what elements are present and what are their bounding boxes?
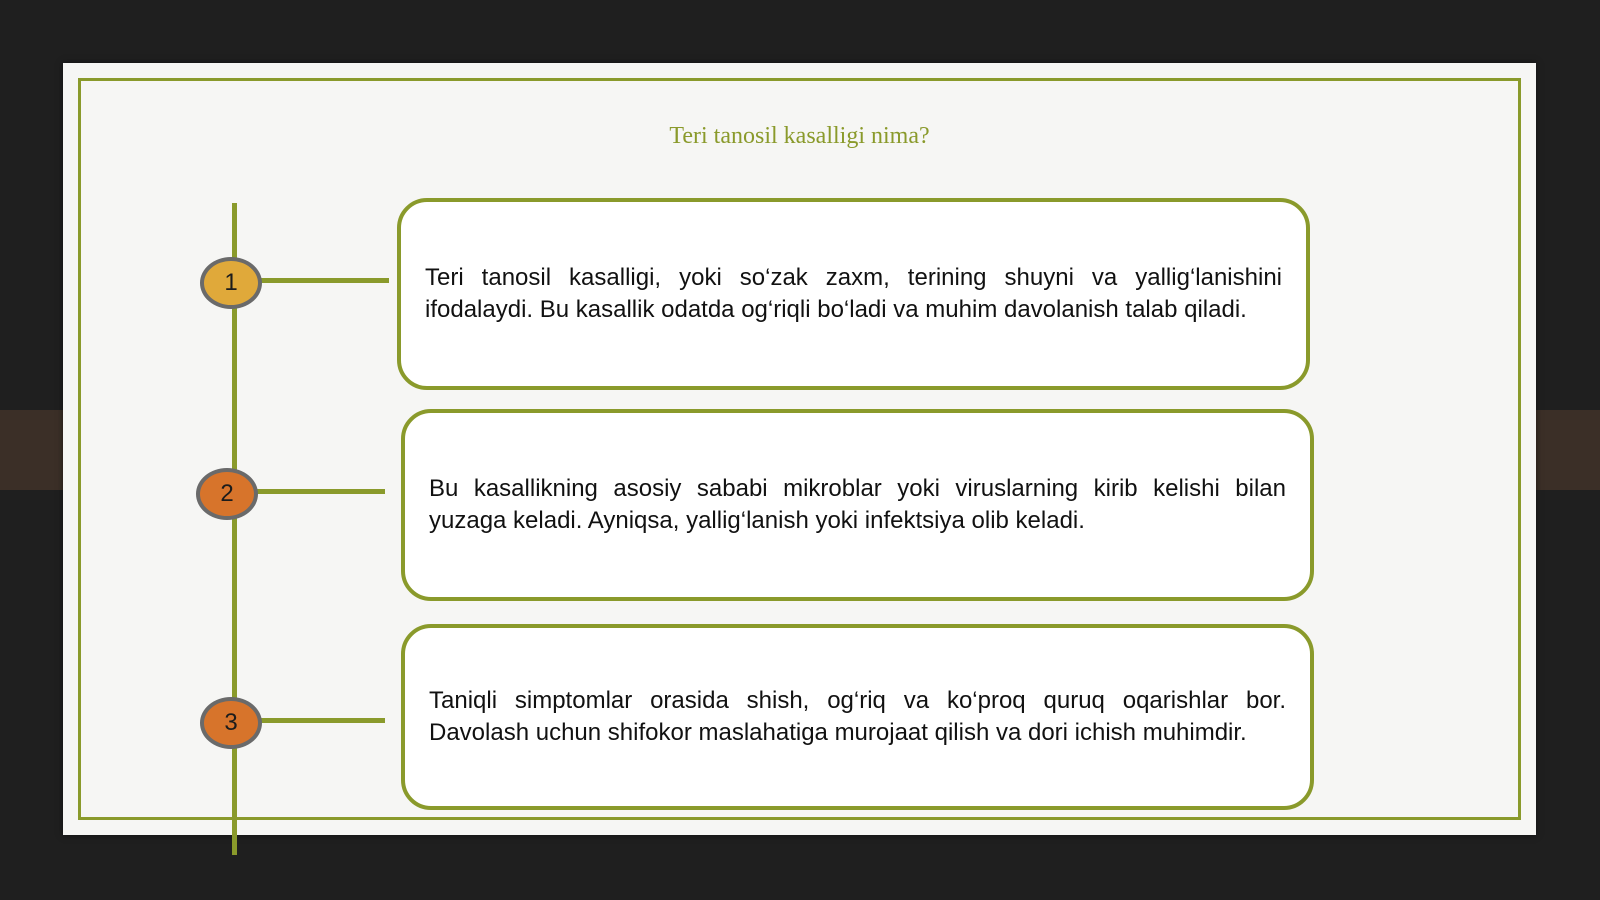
step-card-3 <box>401 624 1314 810</box>
step-text-1: Teri tanosil kasalligi, yoki so‘zak zaxm, terining shuyni va yallig‘lanishini ifodalaydi. Bu kasallik odatda og‘riqli bo‘ladi va muhim davolanish talab qiladi. <box>425 264 1282 323</box>
step-text-3: Taniqli simptomlar orasida shish, og‘riq va ko‘proq quruq oqarishlar bor. Davolash uchun shifokor maslahatiga murojaat qilish va dori ichish muhimdir. <box>429 687 1286 746</box>
step-number-2: 2 <box>196 468 258 520</box>
step-number-3: 3 <box>200 697 262 749</box>
connector-line-3 <box>259 718 385 723</box>
step-number-1: 1 <box>200 257 262 309</box>
step-text-2: Bu kasallikning asosiy sababi mikroblar yoki viruslarning kirib kelishi bilan yuzaga keladi. Ayniqsa, yallig‘lanish yoki infektsiya olib keladi. <box>429 475 1286 534</box>
connector-line-2 <box>255 489 385 494</box>
step-card-1 <box>397 198 1310 390</box>
slide-title: Teri tanosil kasalligi nima? <box>669 123 930 149</box>
connector-line-1 <box>259 278 389 283</box>
slide <box>63 63 1536 835</box>
step-card-2 <box>401 409 1314 601</box>
